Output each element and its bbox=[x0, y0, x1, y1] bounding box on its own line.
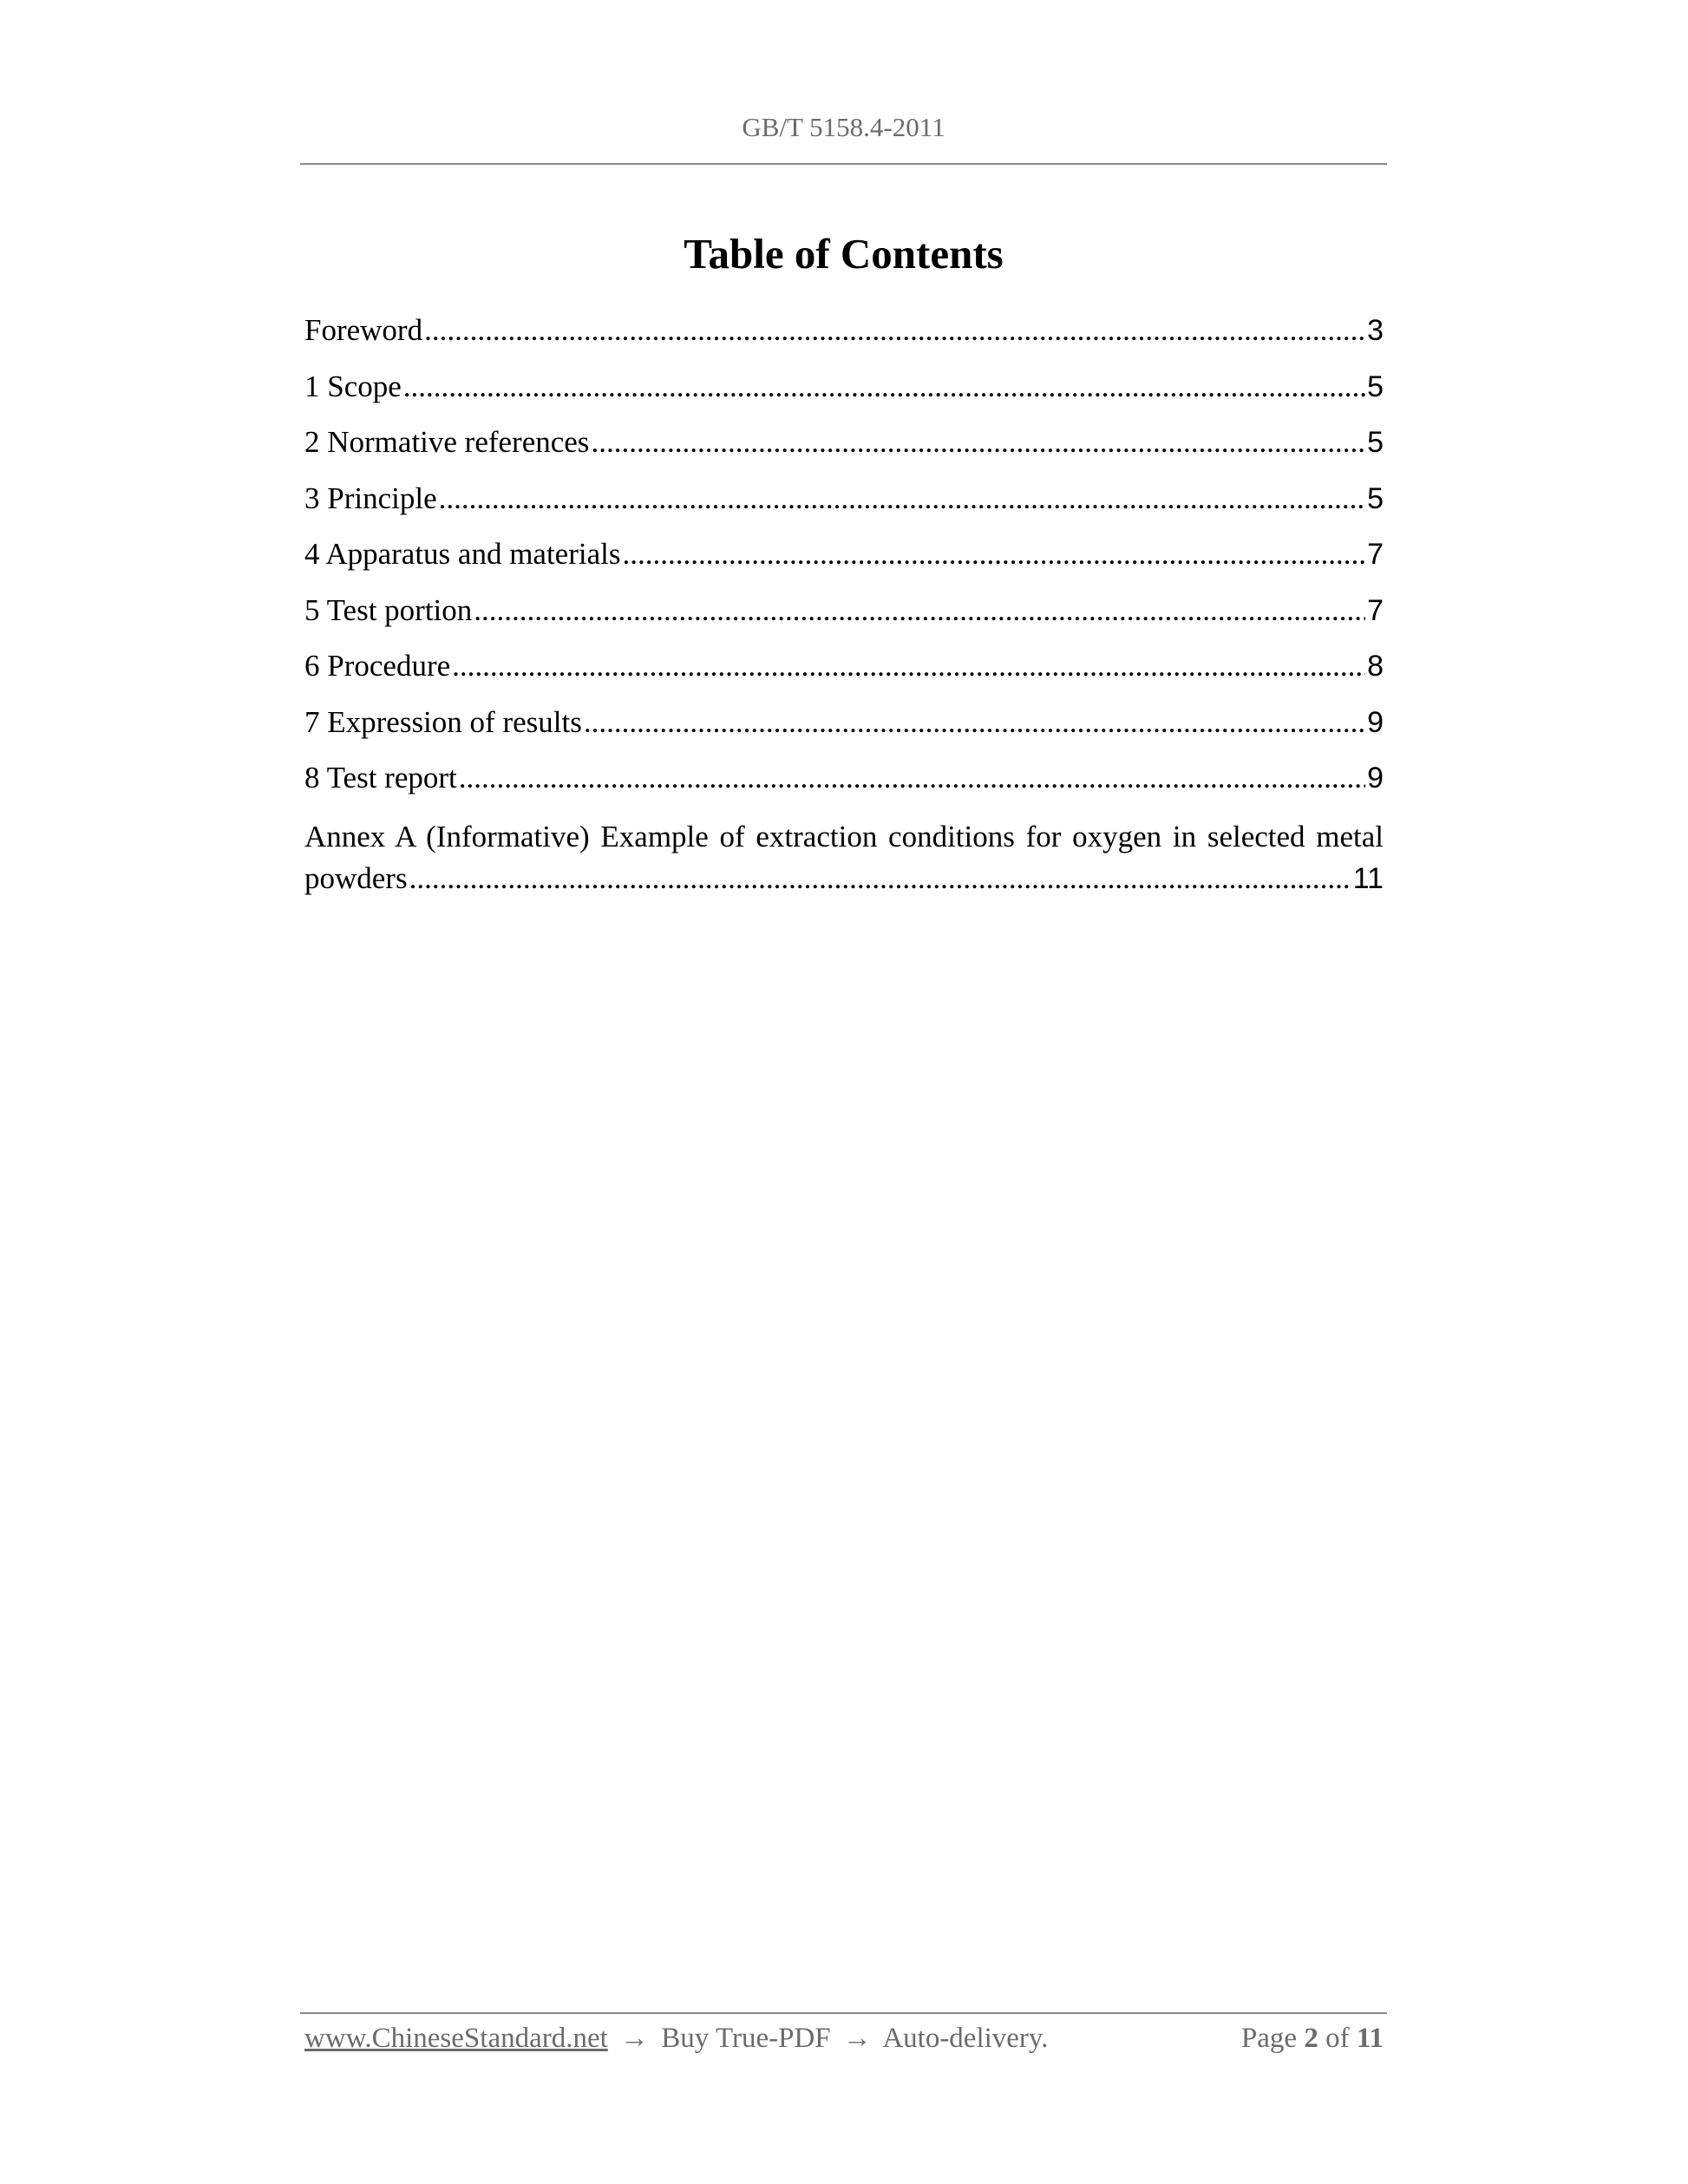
toc-entry-procedure[interactable] bbox=[304, 644, 1384, 701]
toc-entry-scope[interactable] bbox=[304, 365, 1384, 422]
toc-entry-page: 9 bbox=[1367, 705, 1384, 739]
toc-dot-leader bbox=[424, 309, 1365, 352]
page-number bbox=[1241, 2017, 1384, 2060]
toc-dot-leader bbox=[622, 533, 1365, 576]
toc-entry-normative-references[interactable] bbox=[304, 421, 1384, 477]
toc-dot-leader bbox=[584, 701, 1365, 744]
of-word: of bbox=[1325, 2023, 1350, 2054]
page-header-standard-code: GB/T 5158.4-2011 bbox=[742, 112, 945, 142]
footer-promo bbox=[304, 2017, 1049, 2060]
toc-annex-label-line1: Annex A (Informative) Example of extraction conditions for oxygen in selected metal bbox=[304, 819, 1384, 853]
toc-entry-page: 5 bbox=[1367, 481, 1384, 515]
toc-title: Table of Contents bbox=[684, 230, 1004, 278]
toc-dot-leader bbox=[459, 756, 1365, 800]
toc-entry-label: 5 Test portion bbox=[304, 592, 473, 627]
toc-entry-label: 1 Scope bbox=[304, 369, 402, 403]
toc-dot-leader bbox=[409, 858, 1351, 899]
toc-entry-label: 6 Procedure bbox=[304, 649, 451, 683]
toc-dot-leader bbox=[591, 421, 1365, 464]
toc-annex-label-line2: powders bbox=[304, 860, 408, 895]
page-footer bbox=[304, 2017, 1384, 2060]
toc-entry-test-portion[interactable] bbox=[304, 589, 1384, 645]
page-word: Page bbox=[1240, 2023, 1298, 2054]
toc-entry-label: 3 Principle bbox=[304, 481, 437, 515]
toc-dot-leader bbox=[439, 477, 1365, 520]
page-current: 2 bbox=[1304, 2023, 1318, 2054]
toc-entry-apparatus[interactable] bbox=[304, 533, 1384, 589]
toc-entry-foreword[interactable] bbox=[304, 309, 1384, 365]
page-total: 11 bbox=[1356, 2023, 1384, 2054]
toc-dot-leader bbox=[452, 644, 1365, 688]
footer-delivery-text: Auto-delivery. bbox=[882, 2023, 1049, 2054]
toc-entry-annex-a[interactable] bbox=[304, 816, 1384, 899]
footer-divider bbox=[300, 2012, 1387, 2014]
toc-entry-label: 2 Normative references bbox=[304, 425, 590, 459]
toc-entry-page: 3 bbox=[1367, 314, 1384, 347]
toc-list bbox=[304, 309, 1384, 899]
toc-entry-page: 5 bbox=[1367, 369, 1384, 403]
toc-annex-line2 bbox=[304, 858, 1384, 899]
arrow-right-icon: → bbox=[842, 2023, 872, 2054]
toc-entry-page: 9 bbox=[1367, 762, 1384, 794]
toc-entry-principle[interactable] bbox=[304, 477, 1384, 533]
toc-entry-test-report[interactable] bbox=[304, 756, 1384, 813]
toc-entry-page: 7 bbox=[1367, 538, 1384, 571]
toc-dot-leader bbox=[474, 589, 1365, 632]
arrow-right-icon: → bbox=[620, 2023, 650, 2054]
toc-entry-label: Foreword bbox=[304, 313, 423, 347]
header-divider bbox=[300, 163, 1387, 165]
toc-entry-page: 8 bbox=[1367, 650, 1384, 683]
toc-entry-label: 4 Apparatus and materials bbox=[304, 537, 621, 571]
toc-entry-expression-of-results[interactable] bbox=[304, 701, 1384, 757]
footer-buy-text: Buy True-PDF bbox=[661, 2023, 831, 2054]
toc-entry-page: 11 bbox=[1352, 861, 1384, 895]
toc-entry-label: 7 Expression of results bbox=[304, 704, 582, 739]
toc-entry-page: 5 bbox=[1367, 426, 1384, 459]
toc-entry-page: 7 bbox=[1367, 593, 1384, 627]
toc-entry-label: 8 Test report bbox=[304, 761, 457, 794]
toc-dot-leader bbox=[403, 365, 1365, 409]
website-link[interactable]: www.ChineseStandard.net bbox=[304, 2023, 608, 2054]
